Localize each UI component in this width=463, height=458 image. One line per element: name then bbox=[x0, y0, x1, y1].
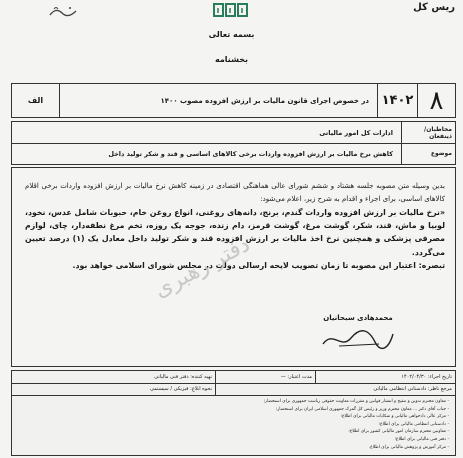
circular-subject: در خصوص اجرای قانون مالیات بر ارزش افزوده مصوب ۱۴۰۰ bbox=[160, 96, 369, 105]
circular-number: ۱۴۰۲ bbox=[377, 84, 417, 117]
ministry-emblem-icon bbox=[212, 1, 250, 19]
footer-table bbox=[11, 370, 456, 456]
cc-item: - معاون محترم تدوین و تنقیح و انتشار قوانین و مقررات معاونت حقوقی ریاست جمهوری برای استحضار؛ bbox=[263, 399, 449, 404]
recipients-value: ادارات کل امور مالیاتی bbox=[319, 128, 393, 137]
recipients-table bbox=[11, 121, 456, 165]
circular-title: بخشنامه bbox=[215, 55, 248, 64]
cc-item: - جناب آقای دکتر ... معاون محترم وزیر و رئیس کل گمرک جمهوری اسلامی ایران برای استحضار؛ bbox=[275, 406, 449, 412]
watermark-text: دفتر رهبری bbox=[150, 231, 255, 304]
execution-date: تاریخ اجراء: ۱۴۰۲/۰۴/۳۰ bbox=[315, 371, 455, 383]
prepared-by: تهیه کننده: دفتر فنی مالیاتی bbox=[154, 374, 212, 380]
subject-value: کاهش نرخ مالیات بر ارزش افزوده واردات برخی کالاهای اساسی و قند و شکر تولید داخل bbox=[108, 149, 393, 158]
recipients-row bbox=[12, 122, 455, 144]
series-digit: ۸ bbox=[417, 84, 455, 117]
subject-row bbox=[12, 143, 455, 164]
note-paragraph: تبصره: اعتبار این مصوبه تا زمان تصویب لایحه ارسالی دولت در مجلس شورای اسلامی خواهد بود. bbox=[72, 261, 445, 271]
footer-row-reference bbox=[12, 383, 455, 396]
delivery-method: نحوه ابلاغ: فیزیکی / سیستمی bbox=[150, 386, 212, 392]
cc-list bbox=[149, 398, 449, 451]
intro-paragraph: بدین وسیله متن مصوبه جلسه هشتاد و ششم شورای عالی هماهنگی اقتصادی در زمینه کاهش نرخ مالیات بر ارزش افزوده واردات برخی اقلام کالاهای اساسی، برای اجراء و اقدام به شرح زیر، اعلام می‌شود: bbox=[25, 182, 445, 203]
subject-label: موضوع bbox=[401, 143, 455, 164]
signature-block bbox=[319, 314, 397, 356]
cc-item: - دادستانی انتظامی مالیاتی برای اطلاع؛ bbox=[378, 421, 449, 427]
recipients-label: مخاطبان/ذینفعان bbox=[401, 122, 455, 143]
org-corner-title: ریس کل bbox=[413, 2, 455, 13]
resolution-paragraph: «نرخ مالیات بر ارزش افزوده واردات گندم، برنج، دانه‌های روغنی، انواع روغن خام، حبوبات شامل عدس، نخود، لوبیا و ماش، قند، شکر، گوشت مرغ، گوشت قرمز، دام زنده، جوجه یک روزه، تخم مرغ نطفه‌دار، چای، لوازم مصرفی پزشکی و همچنین نرخ اخذ مالیات بر ارزش افزوده قند و شکر تولید داخل معادل یک (۱) درصد تعیین می‌گردد. bbox=[25, 207, 446, 257]
calligraphy-logo-icon bbox=[48, 3, 80, 19]
cc-item: - دفتر فنی مالیاتی برای اطلاع؛ bbox=[394, 436, 449, 442]
supervising-reference: مرجع ناظر: دادستانی انتظامی مالیاتی bbox=[215, 383, 455, 395]
signature-icon bbox=[319, 326, 397, 352]
cc-item: - مرکز آموزش و پژوهش مالیاتی برای اطلاع. bbox=[368, 444, 449, 450]
circular-letter: الف bbox=[12, 84, 60, 117]
circular-number-band bbox=[11, 83, 456, 118]
basmala-heading: بسمه تعالی bbox=[208, 30, 255, 39]
signer-name: محمدهادی سبحانیان bbox=[323, 314, 393, 322]
validity-period: مدت اعتبار: — bbox=[215, 371, 315, 383]
cc-item: - معاونین محترم سازمان امور مالیاتی کشور برای اطلاع؛ bbox=[348, 429, 449, 435]
cc-item: - مرکز عالی دادخواهی مالیاتی و شکایات مالیاتی برای اطلاع؛ bbox=[340, 414, 449, 420]
